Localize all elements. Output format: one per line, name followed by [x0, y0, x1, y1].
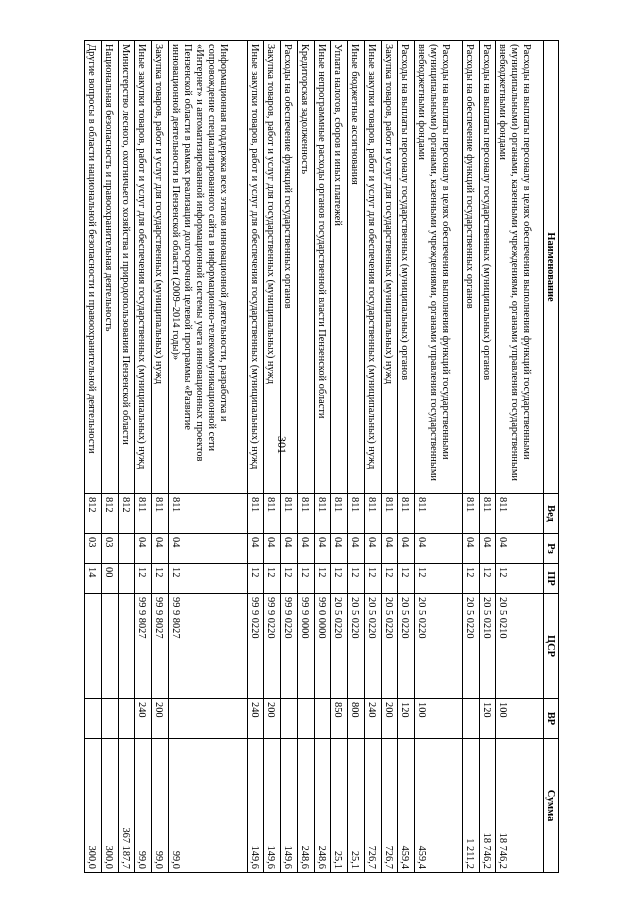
row-pr: 12 — [152, 564, 169, 594]
row-rz: 04 — [135, 534, 152, 564]
row-pr: 12 — [168, 564, 247, 594]
row-rz: 04 — [264, 534, 281, 564]
row-csr: 99 9 0220 — [264, 594, 281, 699]
row-name: Расходы на обеспечение функций государственных органов — [281, 41, 298, 494]
row-name: Иные непрограммные расходы органов государственной власти Пензенской области — [314, 41, 331, 494]
table-row — [348, 41, 365, 873]
row-sum: 99,0 — [152, 739, 169, 873]
row-pr: 12 — [135, 564, 152, 594]
row-vr: 200 — [264, 699, 281, 739]
row-csr: 99 9 8027 — [135, 594, 152, 699]
row-pr — [118, 564, 135, 594]
header-pr: ПР — [544, 564, 559, 594]
row-name: Иные закупки товаров, работ и услуг для обеспечения государственных (муниципальных) нужд — [135, 41, 152, 494]
budget-table — [84, 40, 559, 873]
row-rz: 03 — [101, 534, 118, 564]
row-pr: 12 — [496, 564, 544, 594]
row-rz: 04 — [152, 534, 169, 564]
row-csr: 20 5 0210 — [479, 594, 496, 699]
row-ved: 811 — [152, 494, 169, 534]
row-sum: 367 187,7 — [118, 739, 135, 873]
table-row — [415, 41, 463, 873]
row-vr: 200 — [152, 699, 169, 739]
row-sum: 459,4 — [415, 739, 463, 873]
row-vr: 240 — [247, 699, 264, 739]
row-ved: 811 — [297, 494, 314, 534]
row-vr: 120 — [479, 699, 496, 739]
budget-table-container — [84, 40, 559, 872]
row-vr — [85, 699, 102, 739]
row-pr: 00 — [101, 564, 118, 594]
row-vr: 850 — [331, 699, 348, 739]
row-rz — [118, 534, 135, 564]
row-csr: 20 5 0220 — [364, 594, 381, 699]
row-sum: 99,0 — [168, 739, 247, 873]
row-name: Расходы на выплаты персоналу в целях обеспечения выполнения функций государственными (муниципальными) органами, казенными учреждениями, органами управления государственными внебюджетными фондами — [415, 41, 463, 494]
header-ved: Вед — [544, 494, 559, 534]
row-name: Уплата налогов, сборов и иных платежей — [331, 41, 348, 494]
row-rz: 04 — [297, 534, 314, 564]
table-row — [247, 41, 264, 873]
row-pr: 12 — [331, 564, 348, 594]
row-name: Министерство лесного, охотничьего хозяйства и природопользования Пензенской области — [118, 41, 135, 494]
row-ved: 811 — [135, 494, 152, 534]
page-number: 301 — [275, 436, 289, 454]
row-rz: 04 — [168, 534, 247, 564]
row-vr: 120 — [398, 699, 415, 739]
table-row — [264, 41, 281, 873]
row-ved: 811 — [479, 494, 496, 534]
row-rz: 04 — [398, 534, 415, 564]
row-name: Информационная поддержка всех этапов инновационной деятельности, разработка и сопровождение специализированного сайта в информационно-телекоммуникационной сети «Интернет» и автоматизированной информационной системы учета инновационных проектов Пензенской области в рамках реализации долгосрочной целевой программы «Развитие инновационной деятельности в Пензенской области (2009–2014 годы)» — [168, 41, 247, 494]
row-sum: 149,6 — [264, 739, 281, 873]
row-vr: 100 — [415, 699, 463, 739]
row-sum: 248,6 — [297, 739, 314, 873]
row-name: Иные бюджетные ассигнования — [348, 41, 365, 494]
row-name: Кредиторская задолженность — [297, 41, 314, 494]
row-rz: 04 — [462, 534, 479, 564]
row-rz: 04 — [314, 534, 331, 564]
row-pr: 14 — [85, 564, 102, 594]
row-sum: 300,0 — [85, 739, 102, 873]
row-rz: 04 — [496, 534, 544, 564]
row-ved: 811 — [364, 494, 381, 534]
row-pr: 12 — [264, 564, 281, 594]
table-row — [462, 41, 479, 873]
table-row — [101, 41, 118, 873]
row-name: Национальная безопасность и правоохранительная деятельность — [101, 41, 118, 494]
table-row — [331, 41, 348, 873]
row-sum: 248,6 — [314, 739, 331, 873]
row-ved: 811 — [348, 494, 365, 534]
header-csr: ЦСР — [544, 594, 559, 699]
row-ved: 812 — [118, 494, 135, 534]
row-ved: 812 — [85, 494, 102, 534]
row-ved: 811 — [264, 494, 281, 534]
table-header-row — [544, 41, 559, 873]
header-rz: Рз — [544, 534, 559, 564]
row-csr: 20 5 0220 — [415, 594, 463, 699]
row-rz: 04 — [281, 534, 298, 564]
row-sum: 726,7 — [364, 739, 381, 873]
row-name: Иные закупки товаров, работ и услуг для обеспечения государственных (муниципальных) нужд — [364, 41, 381, 494]
row-csr: 99 9 0220 — [247, 594, 264, 699]
row-pr: 12 — [462, 564, 479, 594]
row-sum: 25,1 — [348, 739, 365, 873]
row-name: Расходы на выплаты персоналу государственных (муниципальных) органов — [479, 41, 496, 494]
row-name: Другие вопросы в области национальной безопасности и правоохранительной деятельности — [85, 41, 102, 494]
row-ved: 811 — [496, 494, 544, 534]
row-vr — [101, 699, 118, 739]
table-row — [85, 41, 102, 873]
table-row — [281, 41, 298, 873]
row-ved: 811 — [381, 494, 398, 534]
row-sum: 18 746,2 — [479, 739, 496, 873]
row-csr: 99 0 0000 — [314, 594, 331, 699]
row-csr — [101, 594, 118, 699]
row-sum: 726,7 — [381, 739, 398, 873]
row-vr — [297, 699, 314, 739]
row-pr: 12 — [281, 564, 298, 594]
row-ved: 811 — [168, 494, 247, 534]
row-rz: 04 — [331, 534, 348, 564]
row-csr: 20 5 0210 — [496, 594, 544, 699]
row-csr: 20 5 0220 — [398, 594, 415, 699]
row-sum: 99,0 — [135, 739, 152, 873]
row-vr — [118, 699, 135, 739]
row-pr: 12 — [415, 564, 463, 594]
row-name: Расходы на выплаты персоналу в целях обеспечения выполнения функций государственными (муниципальными) органами, казенными учреждениями, органами управления государственными внебюджетными фондами — [496, 41, 544, 494]
row-sum: 1 211,2 — [462, 739, 479, 873]
row-pr: 12 — [297, 564, 314, 594]
row-csr — [118, 594, 135, 699]
row-vr — [314, 699, 331, 739]
row-pr: 12 — [381, 564, 398, 594]
row-csr: 99 9 8027 — [152, 594, 169, 699]
header-vr: ВР — [544, 699, 559, 739]
row-name: Иные закупки товаров, работ и услуг для обеспечения государственных (муниципальных) нужд — [247, 41, 264, 494]
row-sum: 459,4 — [398, 739, 415, 873]
row-rz: 04 — [479, 534, 496, 564]
row-pr: 12 — [479, 564, 496, 594]
row-pr: 12 — [364, 564, 381, 594]
row-vr — [462, 699, 479, 739]
table-row — [135, 41, 152, 873]
row-pr: 12 — [247, 564, 264, 594]
row-pr: 12 — [314, 564, 331, 594]
row-ved: 811 — [281, 494, 298, 534]
row-vr — [281, 699, 298, 739]
table-row — [381, 41, 398, 873]
row-rz: 04 — [381, 534, 398, 564]
row-csr: 20 5 0220 — [381, 594, 398, 699]
row-rz: 04 — [364, 534, 381, 564]
row-csr — [85, 594, 102, 699]
row-ved: 811 — [415, 494, 463, 534]
row-ved: 812 — [101, 494, 118, 534]
row-vr: 240 — [135, 699, 152, 739]
table-row — [398, 41, 415, 873]
row-name: Расходы на выплаты персоналу государственных (муниципальных) органов — [398, 41, 415, 494]
row-ved: 811 — [314, 494, 331, 534]
row-csr: 99 9 0000 — [297, 594, 314, 699]
table-row — [152, 41, 169, 873]
row-rz: 04 — [247, 534, 264, 564]
table-row — [297, 41, 314, 873]
row-vr: 240 — [364, 699, 381, 739]
header-name: Наименование — [544, 41, 559, 494]
row-sum: 300,0 — [101, 739, 118, 873]
table-row — [168, 41, 247, 873]
row-rz: 04 — [348, 534, 365, 564]
row-vr: 800 — [348, 699, 365, 739]
row-csr: 99 9 0220 — [281, 594, 298, 699]
table-row — [314, 41, 331, 873]
row-csr: 20 5 0220 — [462, 594, 479, 699]
row-csr: 99 9 8027 — [168, 594, 247, 699]
row-sum: 149,6 — [247, 739, 264, 873]
row-name: Закупка товаров, работ и услуг для государственных (муниципальных) нужд — [152, 41, 169, 494]
row-pr: 12 — [348, 564, 365, 594]
row-ved: 811 — [331, 494, 348, 534]
row-csr: 20 5 0220 — [331, 594, 348, 699]
row-sum: 149,6 — [281, 739, 298, 873]
row-sum: 18 746,2 — [496, 739, 544, 873]
row-ved: 811 — [462, 494, 479, 534]
row-vr — [168, 699, 247, 739]
row-ved: 811 — [247, 494, 264, 534]
row-rz: 03 — [85, 534, 102, 564]
row-csr: 20 5 0220 — [348, 594, 365, 699]
table-row — [118, 41, 135, 873]
row-vr: 100 — [496, 699, 544, 739]
row-rz: 04 — [415, 534, 463, 564]
table-row — [364, 41, 381, 873]
row-ved: 811 — [398, 494, 415, 534]
row-name: Закупка товаров, работ и услуг для государственных (муниципальных) нужд — [264, 41, 281, 494]
row-pr: 12 — [398, 564, 415, 594]
row-name: Закупка товаров, работ и услуг для государственных (муниципальных) нужд — [381, 41, 398, 494]
row-vr: 200 — [381, 699, 398, 739]
row-sum: 25,1 — [331, 739, 348, 873]
row-name: Расходы на обеспечение функций государственных органов — [462, 41, 479, 494]
table-row — [496, 41, 544, 873]
table-row — [479, 41, 496, 873]
header-sum: Сумма — [544, 739, 559, 873]
